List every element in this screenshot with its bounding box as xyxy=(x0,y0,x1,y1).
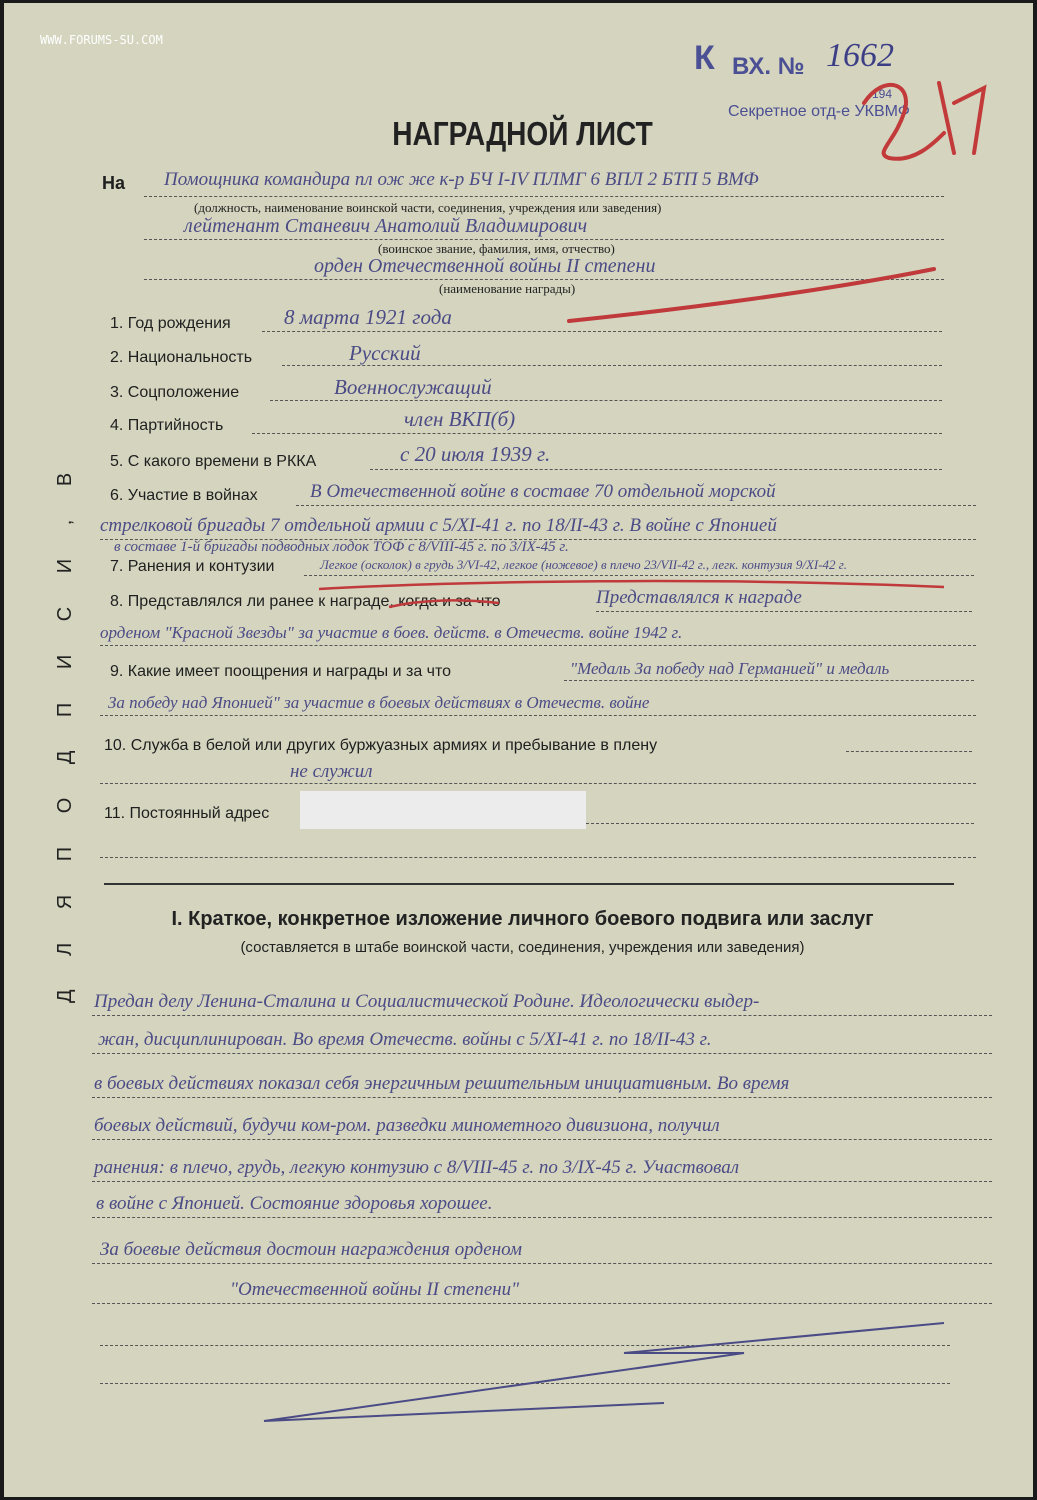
award-caption: (наименование награды) xyxy=(439,281,576,296)
field-8-value: Представлялся к награде xyxy=(596,587,802,608)
section-divider xyxy=(104,883,954,885)
field-9-value: "Медаль За победу над Германией" и медаль xyxy=(570,659,890,678)
stamp-number: 1662 xyxy=(826,37,894,74)
field-8-value-line2: орденом "Красной Звезды" за участие в боев. действ. в Отечеств. войне 1942 г. xyxy=(100,623,683,642)
narrative-line-8: "Отечественной войны II степени" xyxy=(230,1279,520,1300)
page-title: НАГРАДНОЙ ЛИСТ xyxy=(392,115,653,152)
field-6-value-line2: стрелковой бригады 7 отдельной армии с 5/XI-41 г. по 18/II-43 г. В войне с Японией xyxy=(100,515,777,536)
field-8-label: 8. Представлялся ли ранее к награде, когда и за что xyxy=(110,593,501,610)
field-9-value-line2: За победу над Японией" за участие в боевых действиях в Отечеств. войне xyxy=(108,693,650,712)
closing-strike-mark xyxy=(244,1313,964,1433)
field-7-label: 7. Ранения и контузии xyxy=(110,558,275,575)
narrative-line-6: в войне с Японией. Состояние здоровья хорошее. xyxy=(96,1193,493,1214)
field-3-value: Военнослужащий xyxy=(334,375,492,399)
field-4-label: 4. Партийность xyxy=(110,417,224,434)
redacted-address xyxy=(300,791,586,829)
na-label: На xyxy=(102,173,126,193)
section-subheading: (составляется в штабе воинской части, соединения, учреждения или заведения) xyxy=(240,939,805,956)
award-sheet-page xyxy=(4,3,1033,1497)
narrative-line-2: жан, дисциплинирован. Во время Отечеств. войны с 5/XI-41 г. по 18/II-43 г. xyxy=(98,1029,712,1050)
section-heading: I. Краткое, конкретное изложение личного боевого подвига или заслуг xyxy=(171,908,874,930)
narrative-line-4: боевых действий, будучи ком-ром. разведки минометного дивизиона, получил xyxy=(94,1115,720,1136)
red-underline-mark xyxy=(564,261,944,331)
field-9-label: 9. Какие имеет поощрения и награды и за что xyxy=(110,663,452,680)
award-value: орден Отечественной войны II степени xyxy=(314,255,656,277)
field-2-value: Русский xyxy=(349,341,421,365)
stamp-year: 194 xyxy=(872,87,893,101)
name-caption: (воинское звание, фамилия, имя, отчество) xyxy=(378,241,615,256)
site-watermark: WWW.FORUMS-SU.COM xyxy=(40,33,163,47)
name-value: лейтенант Станевич Анатолий Владимирович xyxy=(184,215,588,237)
field-6-label: 6. Участие в войнах xyxy=(110,487,258,504)
field-11-label: 11. Постоянный адрес xyxy=(104,805,270,822)
narrative-line-5: ранения: в плечо, грудь, легкую контузию с 8/VIII-45 г. по 3/IX-45 г. Участвовал xyxy=(94,1157,740,1178)
narrative-line-3: в боевых действиях показал себя энергичным решительным инициативным. Во время xyxy=(94,1073,790,1094)
narrative-line-7: За боевые действия достоин награждения орденом xyxy=(100,1239,523,1260)
field-2-label: 2. Национальность xyxy=(110,349,253,366)
field-5-label: 5. С какого времени в РККА xyxy=(110,453,317,470)
field-1-value: 8 марта 1921 года xyxy=(284,305,452,329)
stamp-dept: Секретное отд-е УКВМФ xyxy=(728,103,910,120)
field-1-label: 1. Год рождения xyxy=(110,315,231,332)
field-10-label: 10. Служба в белой или других буржуазных армиях и пребывание в плену xyxy=(104,737,658,754)
side-text: Д Л Я П О Д П И С И , В И Д Е Н И Я xyxy=(56,463,76,1003)
field-4-value: член ВКП(б) xyxy=(404,407,516,431)
stamp-vh-label: ВХ. № xyxy=(732,53,805,80)
field-10-value: не служил xyxy=(290,761,373,782)
narrative-line-1: Предан делу Ленина-Сталина и Социалистической Родине. Идеологически выдер- xyxy=(94,991,760,1012)
stamp-prefix: К xyxy=(694,39,715,77)
position-caption: (должность, наименование воинской части, соединения, учреждения или заведения) xyxy=(194,200,662,215)
field-7-value: Легкое (осколок) в грудь 3/VI-42, легкое (ножевое) в плечо 23/VII-42 г., легк. контузия 9/XI-42 г. xyxy=(320,557,847,572)
field-3-label: 3. Соцположение xyxy=(110,384,240,401)
field-6-value: В Отечественной войне в составе 70 отдельной морской xyxy=(310,481,776,502)
field-5-value: с 20 июля 1939 г. xyxy=(400,442,551,466)
position-value: Помощника командира пл ож же к-р БЧ I-IV ПЛМГ 6 ВПЛ 2 БТП 5 ВМФ xyxy=(164,169,759,190)
red-underline-award xyxy=(384,593,504,613)
field-6-value-line3: в составе 1-й бригады подводных лодок ТОФ с 8/VIII-45 г. по 3/IX-45 г. xyxy=(114,539,569,555)
